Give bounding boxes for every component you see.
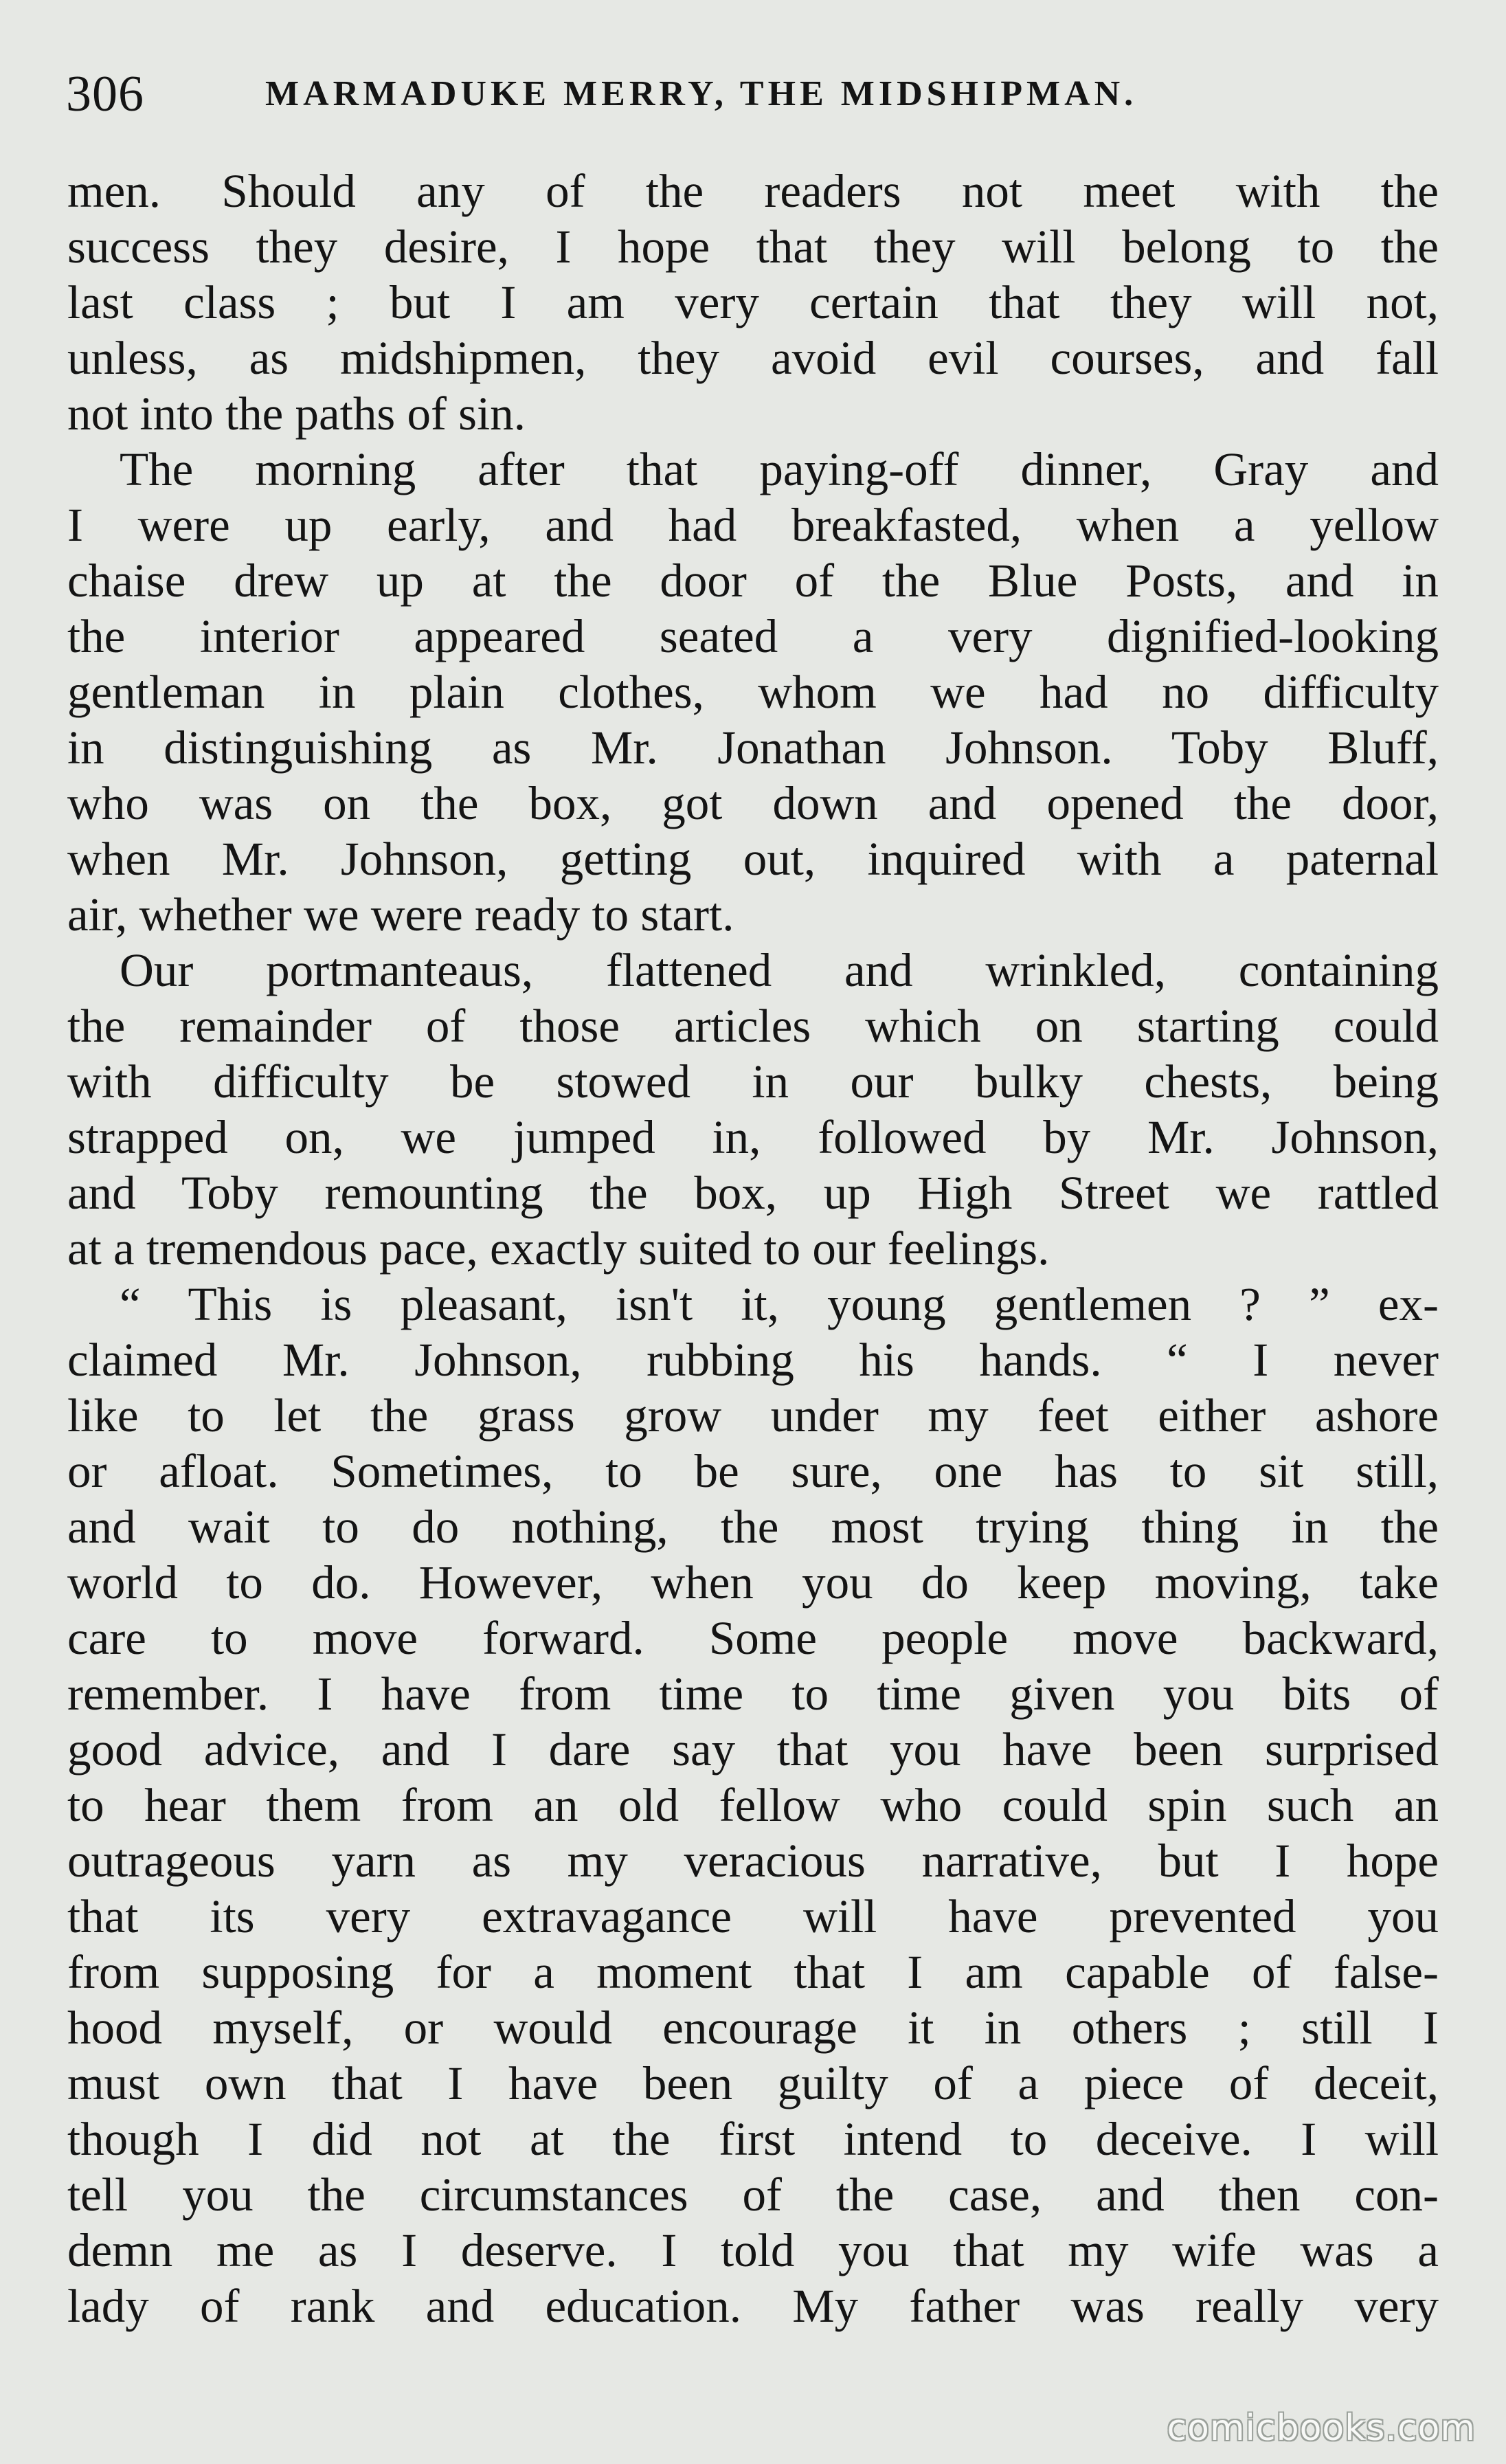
text-line: chaise drew up at the door of the Blue Posts, and in [67, 555, 1439, 607]
text-line: claimed Mr. Johnson, rubbing his hands. “ I never [67, 1334, 1439, 1386]
text-line: unless, as midshipmen, they avoid evil courses, and fall [67, 332, 1439, 384]
text-line: from supposing for a moment that I am capable of false- [67, 1946, 1439, 1998]
text-line: who was on the box, got down and opened the door, [67, 777, 1439, 829]
text-line: last class ; but I am very certain that they will not, [67, 276, 1439, 328]
body-text [67, 164, 1439, 2334]
text-line: and Toby remounting the box, up High Street we rattled [67, 1167, 1439, 1219]
text-line: lady of rank and education. My father was really very [67, 2280, 1439, 2332]
text-line: and wait to do nothing, the most trying thing in the [67, 1501, 1439, 1553]
text-line: in distinguishing as Mr. Jonathan Johnson. Toby Bluff, [67, 721, 1439, 774]
text-line: with difficulty be stowed in our bulky chests, being [67, 1055, 1439, 1108]
text-line: The morning after that paying-off dinner, Gray and [120, 443, 1439, 495]
text-line: Our portmanteaus, flattened and wrinkled, containing [120, 944, 1439, 996]
running-head: MARMADUKE MERRY, THE MIDSHIPMAN. [265, 74, 1138, 113]
text-line: men. Should any of the readers not meet with the [67, 165, 1439, 217]
text-line: demn me as I deserve. I told you that my wife was a [67, 2224, 1439, 2276]
text-line: remember. I have from time to time given you bits of [67, 1668, 1439, 1720]
text-line: though I did not at the first intend to deceive. I will [67, 2113, 1439, 2165]
text-line: gentleman in plain clothes, whom we had no difficulty [67, 666, 1439, 718]
text-line: strapped on, we jumped in, followed by Mr. Johnson, [67, 1111, 1439, 1163]
text-line: the remainder of those articles which on starting could [67, 1000, 1439, 1052]
text-line: at a tremendous pace, exactly suited to our feelings. [67, 1222, 1050, 1275]
text-line: hood myself, or would encourage it in others ; still I [67, 2002, 1439, 2054]
text-line: air, whether we were ready to start. [67, 888, 734, 941]
text-line: like to let the grass grow under my feet either ashore [67, 1389, 1439, 1442]
text-line: tell you the circumstances of the case, and then con- [67, 2169, 1439, 2221]
text-line: when Mr. Johnson, getting out, inquired with a paternal [67, 833, 1439, 885]
page-number: 306 [66, 66, 144, 122]
text-line: care to move forward. Some people move backward, [67, 1612, 1439, 1664]
text-line: the interior appeared seated a very dignified-looking [67, 610, 1439, 662]
text-line: “ This is pleasant, isn't it, young gentlemen ? ” ex- [120, 1278, 1439, 1330]
text-line: world to do. However, when you do keep moving, take [67, 1556, 1439, 1609]
page-header [66, 56, 1437, 132]
text-line: or afloat. Sometimes, to be sure, one has to sit still, [67, 1445, 1439, 1497]
text-line: success they desire, I hope that they will belong to the [67, 221, 1439, 273]
text-line: must own that I have been guilty of a piece of deceit, [67, 2057, 1439, 2109]
text-line: to hear them from an old fellow who could spin such an [67, 1779, 1439, 1831]
text-line: not into the paths of sin. [67, 388, 526, 440]
text-line: outrageous yarn as my veracious narrative, but I hope [67, 1835, 1439, 1887]
text-line: that its very extravagance will have prevented you [67, 1890, 1439, 1942]
watermark: comicbooks.com [1167, 2408, 1476, 2449]
text-line: good advice, and I dare say that you have been surprised [67, 1723, 1439, 1776]
text-line: I were up early, and had breakfasted, when a yellow [67, 499, 1439, 551]
